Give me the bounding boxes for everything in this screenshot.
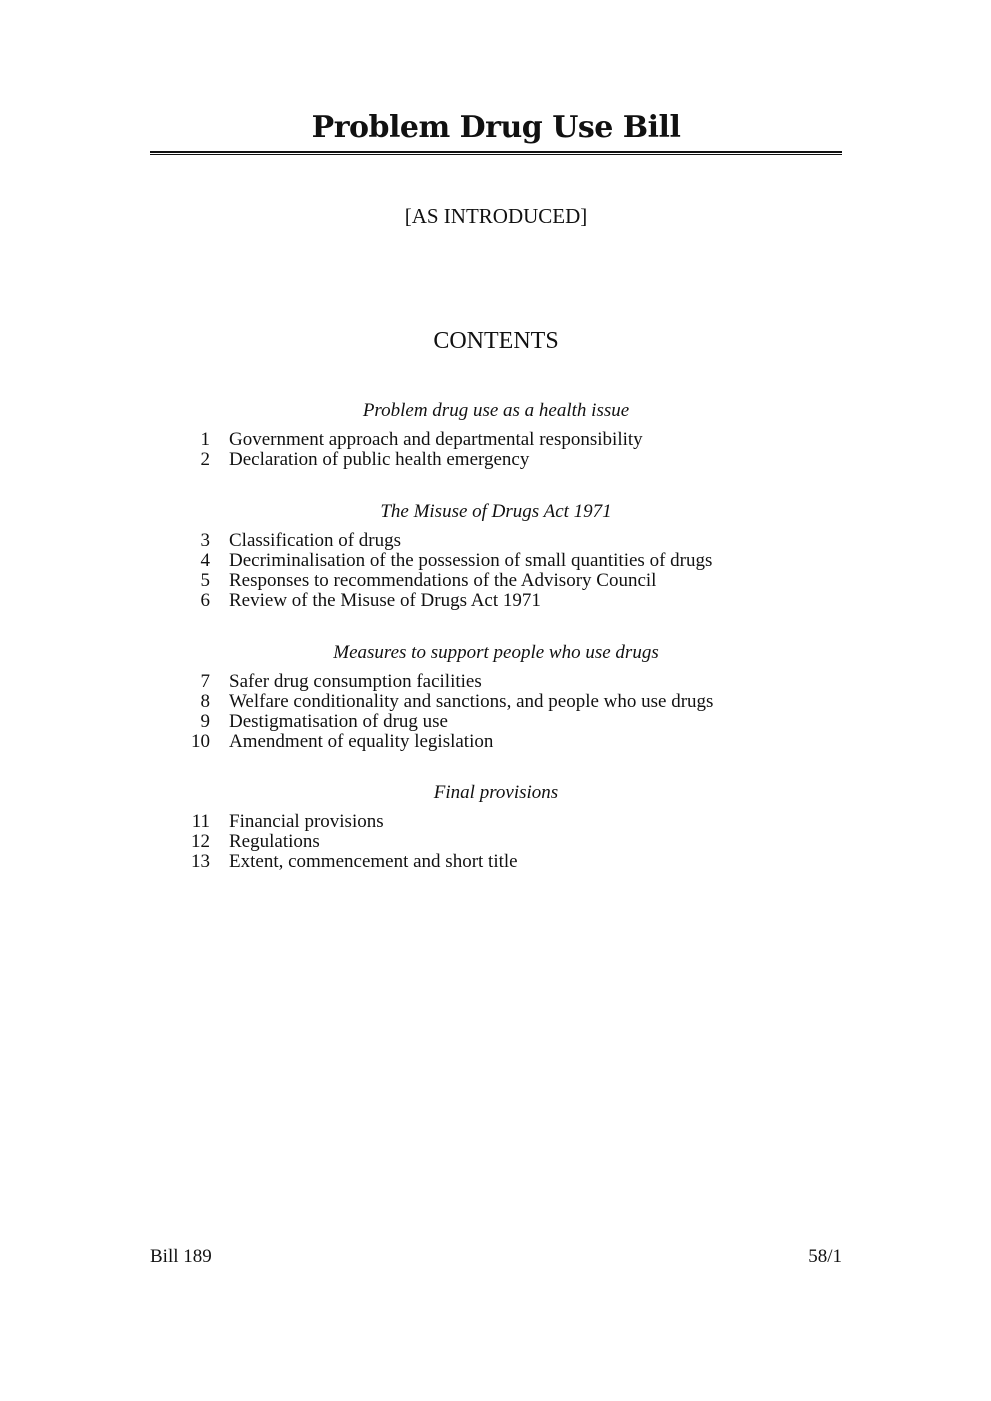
toc-entry-number: 13 — [191, 851, 210, 872]
toc-entry[interactable] — [150, 852, 842, 872]
toc-entry[interactable] — [150, 450, 842, 470]
toc-entry[interactable] — [150, 692, 842, 712]
toc-entry[interactable] — [150, 812, 842, 832]
toc-entry-title: Responses to recommendations of the Advisory Council — [229, 570, 657, 591]
toc-entry-number: 10 — [191, 731, 210, 752]
toc-group-heading: The Misuse of Drugs Act 1971 — [380, 501, 612, 522]
toc-entry-number: 9 — [200, 711, 210, 732]
toc-entry-number: 2 — [200, 449, 210, 470]
toc-entry-number: 1 — [200, 429, 210, 450]
toc-entry-title: Classification of drugs — [229, 530, 402, 551]
toc-group-final-provisions — [150, 782, 842, 872]
toc-group-heading: Problem drug use as a health issue — [362, 400, 630, 421]
toc-entry[interactable] — [150, 571, 842, 591]
toc-group-heading: Measures to support people who use drugs — [333, 642, 659, 663]
toc-entry-title: Financial provisions — [229, 811, 384, 832]
toc-entry-number: 4 — [200, 550, 210, 571]
toc-group-health-issue — [150, 400, 842, 470]
toc-entry[interactable] — [150, 591, 842, 611]
toc-entry-title: Amendment of equality legislation — [229, 731, 494, 752]
toc-entry[interactable] — [150, 672, 842, 692]
toc-entry-title: Destigmatisation of drug use — [229, 711, 448, 732]
toc-entry-title: Decriminalisation of the possession of small quantities of drugs — [229, 550, 713, 571]
toc-entry-title: Regulations — [229, 831, 320, 852]
contents-heading: CONTENTS — [433, 328, 559, 354]
toc-entry-number: 11 — [191, 811, 210, 832]
bill-number: Bill 189 — [150, 1246, 212, 1267]
toc-entry[interactable] — [150, 551, 842, 571]
bill-reference: 58/1 — [808, 1246, 842, 1267]
toc-entry-title: Welfare conditionality and sanctions, and people who use drugs — [229, 691, 714, 712]
toc-entry-title: Declaration of public health emergency — [229, 449, 530, 470]
toc-entry-number: 8 — [200, 691, 210, 712]
toc-group-support-measures — [150, 642, 842, 752]
title-rule — [150, 151, 842, 155]
toc-group-misuse-of-drugs-act — [150, 501, 842, 611]
toc-entry[interactable] — [150, 832, 842, 852]
toc-entry-number: 6 — [200, 590, 210, 611]
toc-entry-title: Extent, commencement and short title — [229, 851, 518, 872]
toc-entry-title: Safer drug consumption facilities — [229, 671, 482, 692]
toc-entry[interactable] — [150, 732, 842, 752]
toc-entry-number: 7 — [200, 671, 210, 692]
toc-entry[interactable] — [150, 712, 842, 732]
toc-entry-number: 12 — [191, 831, 210, 852]
toc-entry-title: Review of the Misuse of Drugs Act 1971 — [229, 590, 541, 611]
toc-entry-title: Government approach and departmental responsibility — [229, 429, 643, 450]
toc-entry[interactable] — [150, 430, 842, 450]
bill-status: [AS INTRODUCED] — [404, 204, 588, 228]
toc-entry-number: 5 — [200, 570, 210, 591]
page-title: Problem Drug Use Bill — [311, 110, 681, 145]
toc-group-heading: Final provisions — [433, 782, 559, 803]
toc-entry[interactable] — [150, 531, 842, 551]
toc-entry-number: 3 — [200, 530, 210, 551]
